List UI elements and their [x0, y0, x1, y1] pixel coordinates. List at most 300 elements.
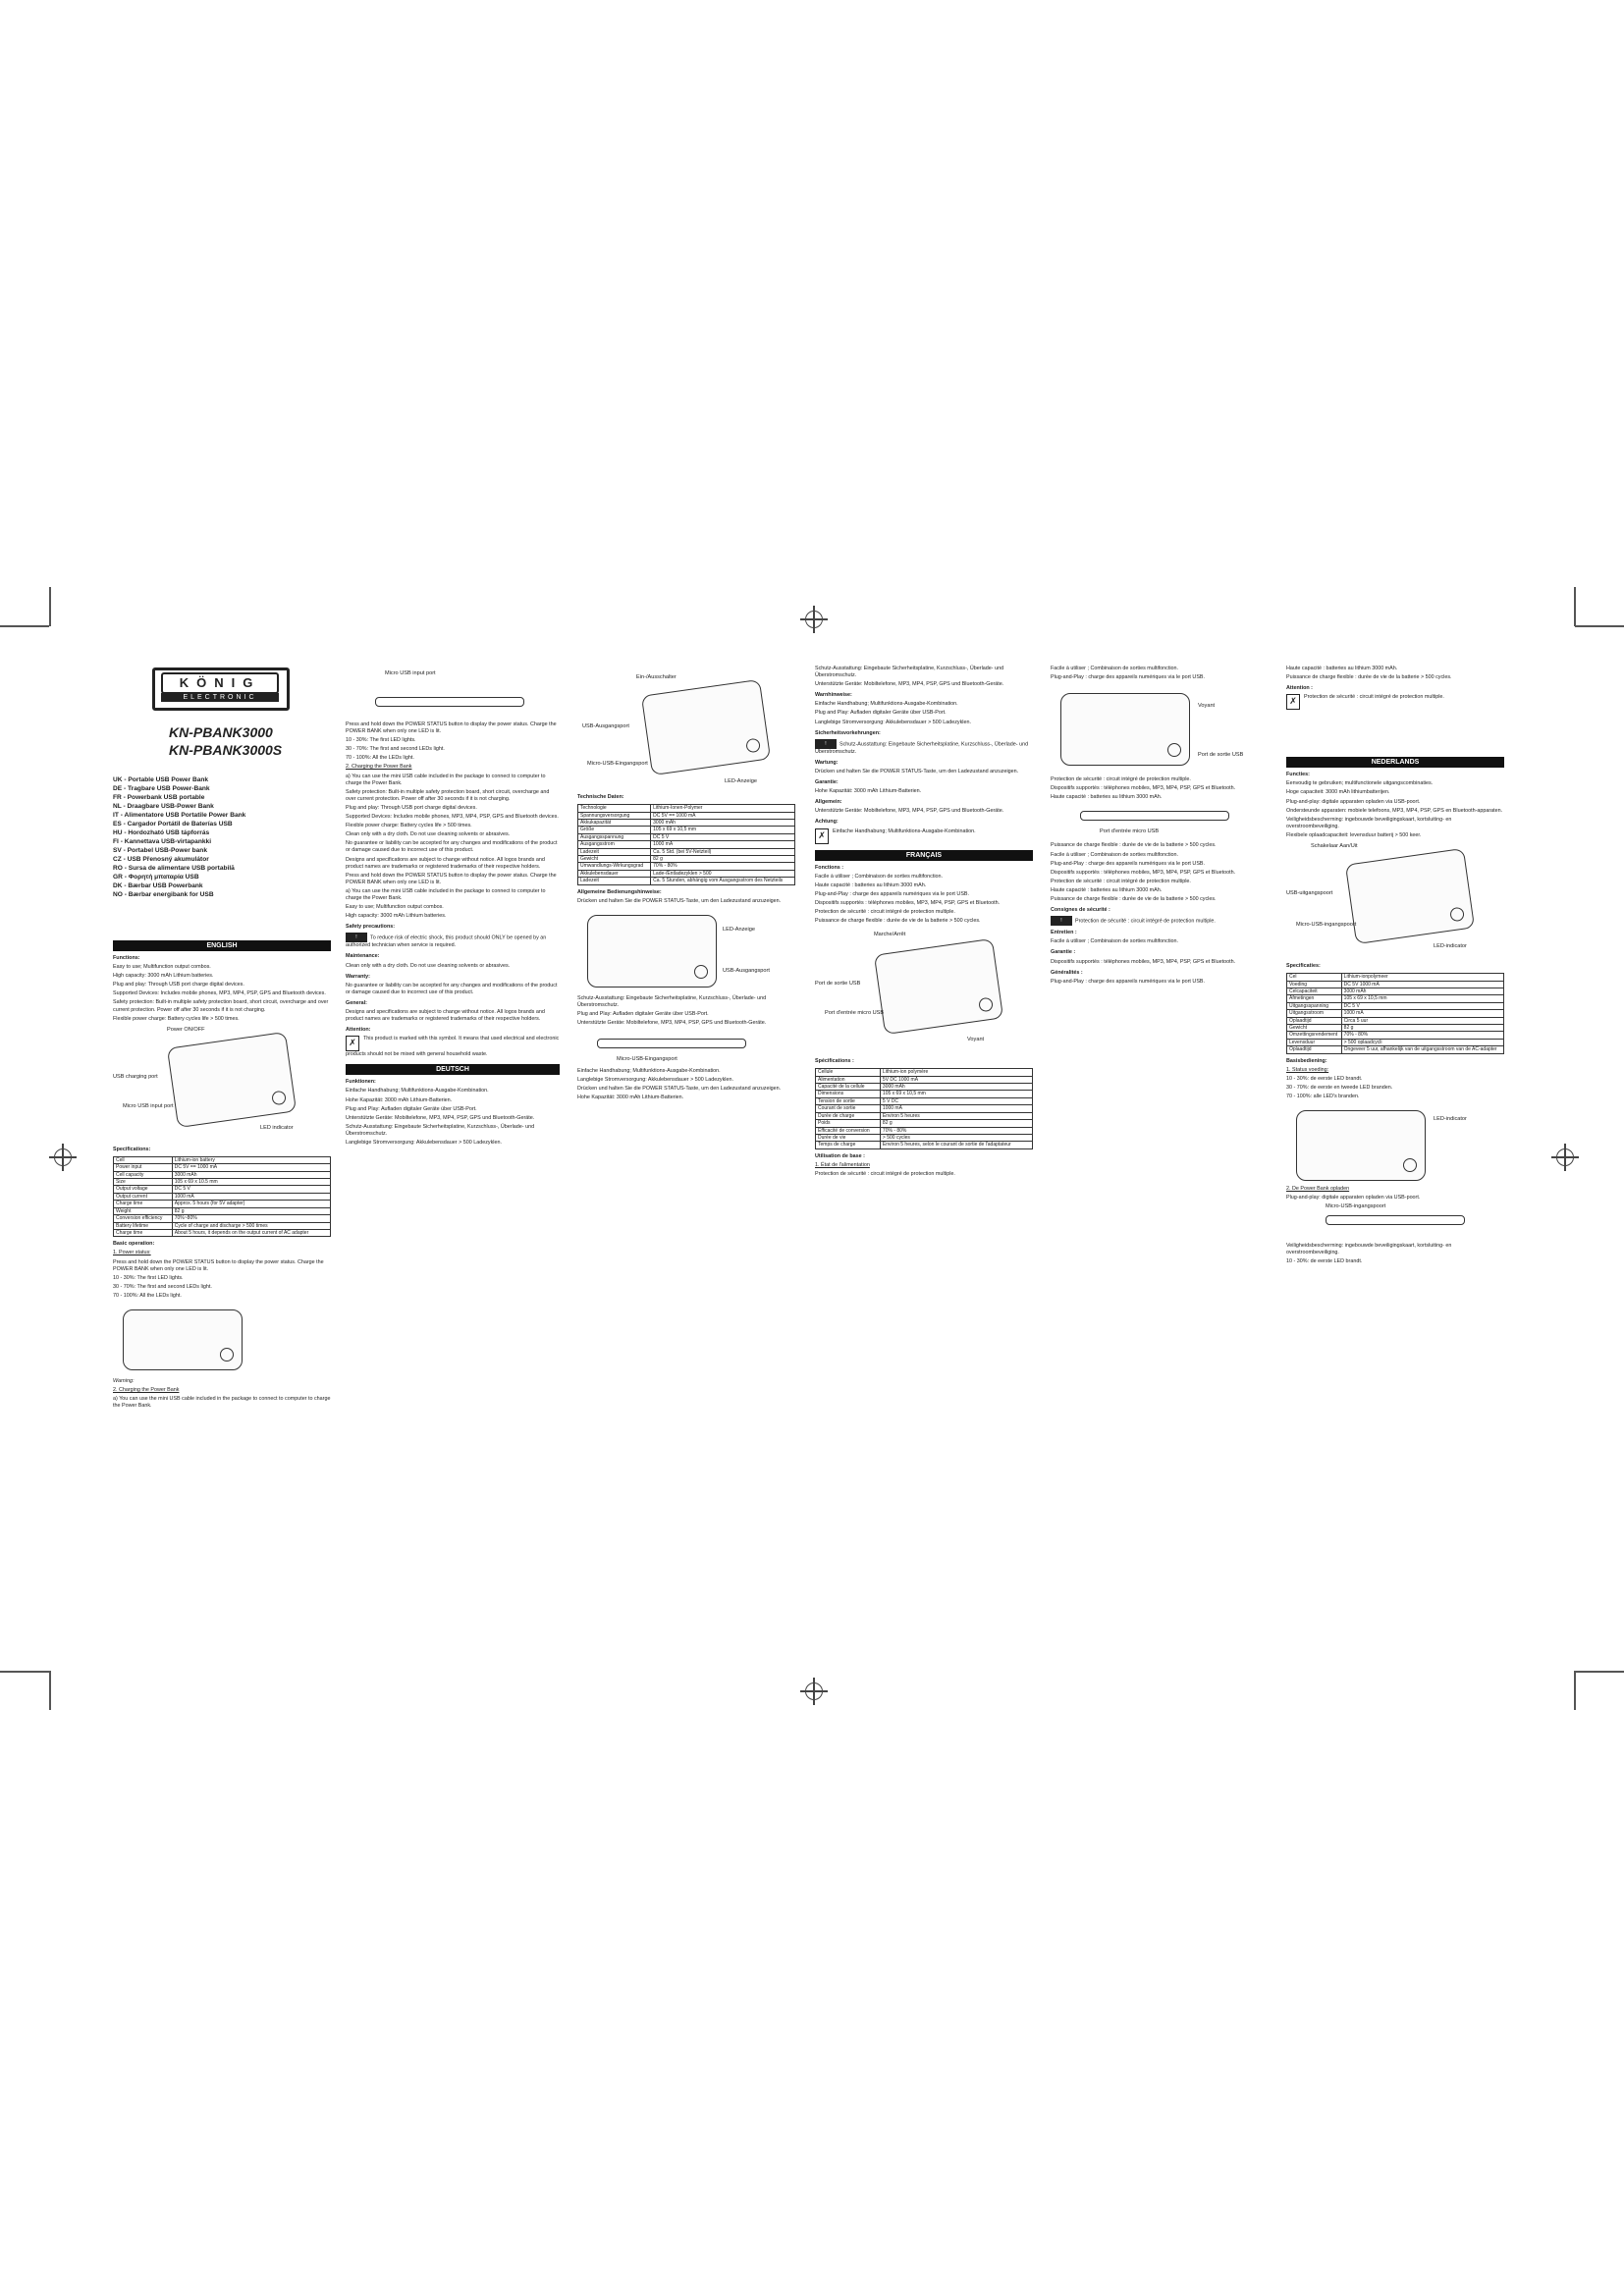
usb-cable-icon [597, 1039, 746, 1048]
body-text: Facile à utiliser ; Combinaison de sorties multifonction. [1051, 851, 1179, 858]
language-item: SV - Portabel USB-Power bank [113, 847, 207, 854]
level-item: 10 - 30%: The first LED lights. [113, 1274, 184, 1281]
diagram-label: Micro-USB-ingangspoort [1296, 922, 1357, 929]
crop-mark [1575, 625, 1624, 627]
function-item: Hoge capaciteit: 3000 mAh lithiumbatterijen. [1286, 789, 1390, 796]
english-column-2 [346, 663, 560, 1148]
spec-key: Battery lifetime [114, 1222, 173, 1229]
body-text: Einfache Handhabung; Multifunktions-Ausgabe-Kombination. [577, 1068, 721, 1075]
spec-value: Lade-/Entladezyklen > 500 [651, 870, 795, 877]
body-text: Puissance de charge flexible : durée de vie de la batterie > 500 cycles. [1051, 842, 1217, 849]
spec-value: 5V DC 1000 mA [880, 1076, 1032, 1083]
spec-key: Spannungsversorgung [578, 812, 651, 819]
diagram-label: USB-Ausgangsport [723, 967, 770, 974]
spec-table [1286, 973, 1504, 1053]
spec-key: Size [114, 1179, 173, 1186]
spec-value: DC 5 V [651, 833, 795, 840]
spec-key: Oplaadtijd [1287, 1017, 1342, 1024]
spec-table [577, 804, 795, 884]
spec-value: Lithium-ion polymère [880, 1069, 1032, 1076]
charging-text: a) You can use the mini USB cable included in the package to connect to computer to charge the Power Bank. [346, 887, 546, 901]
specs-title: Spécifications : [815, 1058, 854, 1065]
level-item: 10 - 30%: The first LED lights. [346, 737, 416, 744]
spec-key: Poids [816, 1120, 881, 1127]
recycle-bin-icon: ✗ [346, 1036, 359, 1051]
function-item: Safety protection: Built-in multiple safety protection board, short circuit, overcharge and over current protection. Power off after 30 seconds if it is not charging. [113, 999, 329, 1013]
crop-mark [49, 587, 51, 626]
cable-diagram [1051, 803, 1269, 842]
function-item: Langlebige Stromversorgung: Akkulebensdauer > 500 Ladezyklen. [346, 1140, 502, 1147]
spec-key: Ausgangsspannung [578, 833, 651, 840]
table-row [578, 863, 795, 870]
level-item: 30 - 70%: The first and second LEDs light. [346, 746, 445, 753]
language-item: HU - Hordozható USB tápforrás [113, 829, 210, 836]
table-row [1287, 1024, 1504, 1031]
general-text: Designs and specifications are subject to change without notice. All logos brands and product names are trademarks or registered trademarks of their respective holders. [346, 1009, 545, 1023]
spec-value: 1000 mA [651, 841, 795, 848]
precautions-title: Sicherheitsvorkehrungen: [815, 729, 881, 736]
language-item: NL - Draagbare USB-Power Bank [113, 803, 214, 810]
general-title: General: [346, 999, 367, 1006]
spec-key: Output current [114, 1193, 173, 1200]
power-bank-illustration [641, 679, 771, 775]
led-diagram [1286, 1102, 1504, 1186]
attention-body: This product is marked with this symbol. It means that used electrical and electronic products should not be mixed with general household waste. [346, 1036, 560, 1058]
body-text: Einfache Handhabung; Multifunktions-Ausgabe-Kombination. [815, 701, 958, 708]
table-row [578, 848, 795, 855]
body-text: 10 - 30%: de eerste LED brandt. [1286, 1258, 1363, 1265]
diagram-label: Port d'entrée micro USB [825, 1010, 885, 1017]
spec-key: Technologie [578, 805, 651, 812]
crop-mark [1575, 1671, 1624, 1673]
table-row [816, 1127, 1033, 1134]
body-text: Unterstützte Geräte: Mobiltelefone, MP3, MP4, PSP, GPS und Bluetooth-Geräte. [815, 681, 1004, 688]
function-item: Supported Devices: Includes mobile phones, MP3, MP4, PSP, GPS and Bluetooth devices. [113, 990, 326, 997]
function-item: Flexible power charge: Battery cycles life > 500 times. [346, 823, 472, 829]
function-item: High capacity: 3000 mAh Lithium batteries. [113, 973, 214, 980]
spec-value: 70% - 80% [880, 1127, 1032, 1134]
registration-mark [805, 611, 823, 628]
usage-text: 1. État de l'alimentation [815, 1161, 870, 1168]
diagram-label: Port de sortie USB [1198, 752, 1244, 759]
spec-key: Uitgangsstroom [1287, 1010, 1342, 1017]
language-item: NO - Bærbar energibank for USB [113, 891, 214, 898]
device-diagram [577, 672, 795, 790]
body-text: Haute capacité : batteries au lithium 3000 mAh. [1051, 794, 1163, 801]
crop-mark [49, 1671, 51, 1710]
precautions-text [346, 933, 560, 949]
general-title: Allgemein: [815, 799, 842, 806]
diagram-label: LED indicator [260, 1124, 294, 1131]
spec-value: 3000 mAh [1341, 988, 1503, 994]
language-item: RO - Sursa de alimentare USB portabilă [113, 865, 235, 872]
spec-key: Cell [114, 1156, 173, 1163]
body-text: Facile à utiliser ; Combinaison de sorties multifonction. [1051, 666, 1179, 671]
recycle-bin-icon: ✗ [1286, 694, 1300, 710]
charging-title: 2. Charging the Power Bank [113, 1387, 180, 1394]
diagram-label: Ein-/Ausschalter [636, 674, 677, 680]
table-row [114, 1215, 331, 1222]
spec-value: 82 g [651, 855, 795, 862]
spec-value: 3000 mAh [880, 1084, 1032, 1091]
function-item: Plug and play: Through USB port charge digital devices. [113, 982, 244, 988]
registration-mark [805, 1682, 823, 1700]
table-row [578, 827, 795, 833]
function-item: Plug-and-Play : charge des appareils numériques via le port USB. [815, 890, 970, 897]
led-icon [745, 738, 761, 754]
warranty-title: Warranty: [346, 973, 370, 980]
led-diagram [1051, 683, 1269, 776]
spec-value: DC 5V == 1000 mA [651, 812, 795, 819]
spec-key: Cel [1287, 974, 1342, 981]
spec-key: Durée de vie [816, 1134, 881, 1141]
table-row [1287, 1039, 1504, 1045]
spec-value: 1000 mA [172, 1193, 330, 1200]
body-text: Haute capacité : batteries au lithium 3000 mAh. [1051, 886, 1163, 893]
body-text: Schutz-Ausstattung: Eingebaute Sicherheitsplatine, Kurzschluss-, Überlade- und Überstromschutz. [815, 666, 1004, 679]
diagram-label: Marche/Arrêt [874, 932, 906, 938]
spec-key: Durée de charge [816, 1112, 881, 1119]
spec-value: DC 5 V [172, 1186, 330, 1193]
spec-value: 82 g [1341, 1024, 1503, 1031]
body-text: Unterstützte Geräte: Mobiltelefone, MP3, MP4, PSP, GPS und Bluetooth-Geräte. [577, 1020, 767, 1027]
body-text: Press and hold down the POWER STATUS button to display the power status. Charge the POWER BANK when only one LED is lit. [346, 721, 557, 735]
spec-key: Power input [114, 1164, 173, 1171]
specs-title: Specifications: [113, 1146, 151, 1152]
spec-value: Cycle of charge and discharge > 500 times [172, 1222, 330, 1229]
function-item: Hohe Kapazität: 3000 mAh Lithium-Batterien. [346, 1096, 453, 1103]
recycle-bin-icon: ✗ [815, 828, 829, 844]
function-item: Plug and Play: Aufladen digitaler Geräte über USB-Port. [346, 1105, 477, 1112]
spec-table [815, 1068, 1033, 1148]
spec-value: 82 g [172, 1207, 330, 1214]
table-row [114, 1222, 331, 1229]
table-row [1287, 988, 1504, 994]
usb-cable-icon [375, 697, 524, 707]
spec-value: Circa 5 uur [1341, 1017, 1503, 1024]
nederlands-column [1286, 666, 1504, 1268]
spec-key: Efficacité de conversion [816, 1127, 881, 1134]
deutsch-column-2 [815, 666, 1033, 1180]
function-item: Easy to use; Multifunction output combos. [346, 904, 444, 911]
function-item: Flexible power charge: Battery cycles life > 500 times. [113, 1015, 240, 1022]
led-icon [1403, 1158, 1417, 1172]
body-text: Puissance de charge flexible : durée de vie de la batterie > 500 cycles. [1051, 896, 1217, 903]
function-item: Supported Devices: Includes mobile phones, MP3, MP4, PSP, GPS and Bluetooth devices. [346, 814, 559, 821]
body-text: Drücken und halten Sie die POWER STATUS-Taste, um den Ladezustand anzuzeigen. [815, 768, 1019, 774]
body-text: Plug-and-play: digitale apparaten opladen via USB-poort. [1286, 1195, 1421, 1201]
function-item: Einfache Handhabung; Multifunktions-Ausgabe-Kombination. [346, 1088, 489, 1095]
table-row [816, 1076, 1033, 1083]
english-column-1 [113, 934, 331, 1412]
attention-title: Attention : [1286, 685, 1313, 692]
table-row [578, 878, 795, 884]
precautions-body: To reduce risk of electric shock, this product should ONLY be opened by an authorized technician when service is required. [346, 934, 547, 949]
body-text: Protection de sécurité : circuit intégré de protection multiple. [1051, 878, 1191, 884]
table-row [1287, 1046, 1504, 1053]
charging-text: a) You can use the mini USB cable included in the package to connect to computer to charge the Power Bank. [113, 1396, 331, 1410]
functions-title: Functies: [1286, 772, 1310, 778]
language-item: UK - Portable USB Power Bank [113, 776, 209, 783]
body-text: Dispositifs supportés : téléphones mobiles, MP3, MP4, PSP, GPS et Bluetooth. [1051, 869, 1236, 876]
diagram-label: Power ON/OFF [167, 1026, 205, 1033]
function-item: Puissance de charge flexible : durée de vie de la batterie > 500 cycles. [815, 918, 981, 925]
warranty-text: No guarantee or liability can be accepted for any changes and modifications of the product or damage caused due to incorrect use of this product. [346, 982, 558, 995]
basic-text: Press and hold down the POWER STATUS button to display the power status. Charge the POWER BANK when only one LED is lit. [113, 1258, 324, 1272]
power-bank-illustration [123, 1309, 243, 1370]
spec-value: 82 g [880, 1120, 1032, 1127]
crop-mark [1574, 587, 1576, 626]
charging-title: 2. Charging the Power Bank [346, 764, 412, 771]
functions-title: Functions: [113, 955, 140, 961]
charging-text: a) You can use the mini USB cable included in the package to connect to computer to charge the Power Bank. [346, 773, 546, 786]
spec-value: DC 5 V [1341, 1002, 1503, 1009]
function-item: Facile à utiliser ; Combinaison de sorties multifonction. [815, 873, 944, 880]
spec-key: Ausgangsstrom [578, 841, 651, 848]
diagram-label: Port de sortie USB [815, 981, 861, 988]
spec-key: Conversion efficiency [114, 1215, 173, 1222]
spec-key: Oplaadtijd [1287, 1046, 1342, 1053]
maintenance-title: Maintenance: [346, 953, 380, 960]
table-row [114, 1156, 331, 1163]
table-row [1287, 1017, 1504, 1024]
spec-value: > 500 cycles [880, 1134, 1032, 1141]
spec-key: Ladezeit [578, 848, 651, 855]
diagram-label: LED-Anzeige [723, 926, 755, 933]
precautions-body: Protection de sécurité : circuit intégré de protection multiple. [1075, 918, 1216, 925]
functions-title: Funktionen: [346, 1079, 376, 1086]
function-item: Haute capacité : batteries au lithium 3000 mAh. [815, 881, 927, 888]
device-diagram [1286, 841, 1504, 959]
spec-value: 1000 mA [1341, 1010, 1503, 1017]
deutsch-column-1 [577, 672, 795, 1104]
body-text: Puissance de charge flexible : durée de vie de la batterie > 500 cycles. [1286, 674, 1452, 681]
table-row [114, 1229, 331, 1236]
charging-title: 2. De Power Bank opladen [1286, 1186, 1350, 1193]
precautions-title: Safety precautions: [346, 924, 396, 931]
spec-value: Ca. 5 Stunden, abhängig vom Ausgangsstrom des Netzteils [651, 878, 795, 884]
language-item: DK - Bærbar USB Powerbank [113, 882, 203, 889]
power-bank-illustration [1345, 848, 1475, 944]
spec-value: DC 5V == 1000 mA [172, 1164, 330, 1171]
precautions-title: Consignes de sécurité : [1051, 907, 1110, 914]
table-row [816, 1142, 1033, 1148]
attention-body: Protection de sécurité : circuit intégré de protection multiple. [1304, 694, 1444, 701]
basic-text: Drücken und halten Sie die POWER STATUS-Taste, um den Ladezustand anzuzeigen. [577, 897, 782, 904]
function-item: Safety protection: Built-in multiple safety protection board, short circuit, overcharge and over current protection. Power off after 30 seconds if it is not charging. [346, 788, 550, 802]
table-row [1287, 995, 1504, 1002]
body-text: Dispositifs supportés : téléphones mobiles, MP3, MP4, PSP, GPS et Bluetooth. [1051, 785, 1236, 792]
spec-value: Environ 5 heures, selon le courant de sortie de l'adaptateur [880, 1142, 1032, 1148]
precautions-body: Schutz-Ausstattung: Eingebaute Sicherheitsplatine, Kurzschluss-, Überlade- und Überstromschutz. [815, 741, 1029, 755]
led-icon [220, 1348, 234, 1362]
spec-key: Gewicht [578, 855, 651, 862]
nederlands-heading: NEDERLANDS [1286, 757, 1504, 768]
table-row [816, 1091, 1033, 1097]
spec-value: 105 x 69 x 10,5 mm [880, 1091, 1032, 1097]
table-row [578, 819, 795, 826]
table-row [578, 870, 795, 877]
specs-title: Technische Daten: [577, 794, 624, 800]
cable-diagram [577, 1029, 795, 1068]
led-icon [1167, 743, 1181, 757]
language-item: FI - Kannettava USB-virtapankki [113, 838, 212, 845]
diagram-label: USB-uitgangspoort [1286, 890, 1333, 897]
spec-value: 70%~80% [172, 1215, 330, 1222]
language-item: GR - Φορητή μπαταρία USB [113, 874, 199, 881]
spec-key: Charge time [114, 1229, 173, 1236]
warning-label: Warning: [113, 1377, 135, 1384]
diagram-label: Micro USB input port [385, 670, 436, 676]
body-text: Unterstützte Geräte: Mobiltelefone, MP3, MP4, PSP, GPS und Bluetooth-Geräte. [815, 808, 1004, 815]
general-title: Généralités : [1051, 969, 1083, 976]
level-item: 30 - 70%: The first and second LEDs light. [113, 1283, 212, 1290]
table-row [578, 812, 795, 819]
led-icon [694, 965, 708, 979]
power-bank-illustration [1060, 693, 1190, 766]
spec-value: 105 x 69 x 10,5 mm [1341, 995, 1503, 1002]
table-row [114, 1201, 331, 1207]
body-text: Protection de sécurité : circuit intégré de protection multiple. [815, 1170, 955, 1177]
crop-mark [0, 1671, 49, 1673]
spec-key: Courant de sortie [816, 1105, 881, 1112]
attention-text [1286, 694, 1504, 710]
spec-key: Dimensions [816, 1091, 881, 1097]
function-item: Plug and play: Through USB port charge digital devices. [346, 804, 477, 811]
spec-key: Temps de charge [816, 1142, 881, 1148]
body-text: Hohe Kapazität: 3000 mAh Lithium-Batterien. [577, 1095, 684, 1101]
led-diagram [577, 907, 795, 995]
diagram-label: Port d'entrée micro USB [1100, 828, 1160, 835]
led-icon [271, 1090, 287, 1105]
functions-title: Fonctions : [815, 864, 844, 871]
body-text: Drücken und halten Sie die POWER STATUS-Taste, um den Ladezustand anzuzeigen. [577, 1086, 782, 1093]
warranty-title: Garantie: [815, 779, 839, 786]
level-item: 10 - 30%: de eerste LED brandt. [1286, 1075, 1363, 1082]
konig-logo [152, 667, 290, 711]
basic-title: Allgemeine Bedienungshinweise: [577, 888, 662, 895]
registration-mark [54, 1148, 72, 1166]
maintenance-title: Entretien : [1051, 930, 1077, 936]
spec-value: > 500 oplaadcycli [1341, 1039, 1503, 1045]
spec-key: Uitgangsspanning [1287, 1002, 1342, 1009]
function-item: Dispositifs supportés : téléphones mobiles, MP3, MP4, PSP, GPS et Bluetooth. [815, 899, 1001, 906]
body-text: Protection de sécurité : circuit intégré de protection multiple. [1051, 776, 1191, 783]
diagram-label: Schakelaar Aan/Uit [1311, 843, 1358, 850]
table-row [816, 1134, 1033, 1141]
diagram-label: Micro-USB-Eingangsport [617, 1056, 677, 1063]
level-item: 70 - 100%: All the LEDs light. [113, 1292, 182, 1299]
warning-icon: ! [815, 739, 837, 749]
warranty-title: Garantie : [1051, 949, 1076, 956]
table-row [1287, 981, 1504, 988]
spec-value: 105 x 69 x 10,5 mm [651, 827, 795, 833]
body-text: Veiligheidsbescherming: ingebouwde beveiligingskaart, kortsluiting- en overstroombeveiliging. [1286, 1243, 1452, 1256]
language-item: DE - Tragbare USB Power-Bank [113, 785, 210, 792]
table-row [816, 1105, 1033, 1112]
diagram-label: Micro-USB-ingangspoort [1326, 1203, 1386, 1210]
table-row [578, 841, 795, 848]
body-text: Hohe Kapazität: 3000 mAh Lithium-Batterien. [815, 788, 922, 795]
cable-diagram [346, 663, 560, 721]
spec-key: Afmetingen [1287, 995, 1342, 1002]
attention-text [815, 828, 1033, 844]
crop-mark [1574, 1671, 1576, 1710]
diagram-label: LED-indicator [1434, 1116, 1467, 1123]
spec-value: Ca. 5 Std. (bei 5V-Netzteil) [651, 848, 795, 855]
warning-icon: ! [346, 933, 367, 942]
spec-key: Umwandlungs-Wirkungsgrad [578, 863, 651, 870]
spec-key: Ladezeit [578, 878, 651, 884]
maintenance-text: Clean only with a dry cloth. Do not use cleaning solvents or abrasives. [346, 962, 511, 969]
precautions-text [1051, 916, 1269, 926]
table-row [114, 1193, 331, 1200]
table-row [1287, 1010, 1504, 1017]
spec-value: 5 V DC [880, 1097, 1032, 1104]
function-item: Protection de sécurité : circuit intégré de protection multiple. [815, 908, 955, 915]
spec-key: Weight [114, 1207, 173, 1214]
basic-text: Press and hold down the POWER STATUS button to display the power status. Charge the POWER BANK when only one LED is lit. [346, 872, 557, 885]
crop-mark [0, 625, 49, 627]
function-item: Flexibele oplaadcapaciteit: levensduur batterij > 500 keer. [1286, 831, 1422, 838]
power-bank-illustration [874, 938, 1003, 1035]
language-item: FR - Powerbank USB portable [113, 794, 205, 801]
body-text: Plug and Play: Aufladen digitaler Geräte über USB-Port. [577, 1010, 709, 1017]
spec-key: Cellule [816, 1069, 881, 1076]
logo-subtext: ELECTRONIC [161, 693, 279, 702]
table-row [114, 1186, 331, 1193]
english-heading: ENGLISH [113, 940, 331, 951]
spec-key: Gewicht [1287, 1024, 1342, 1031]
attention-text [346, 1036, 560, 1058]
cable-diagram [1286, 1203, 1504, 1243]
spec-value: 3000 mAh [172, 1171, 330, 1178]
spec-key: Voeding [1287, 981, 1342, 988]
specs-title: Specificaties: [1286, 963, 1321, 970]
power-bank-illustration [167, 1032, 297, 1128]
spec-value: 70% - 80% [651, 863, 795, 870]
francais-column-2 [1051, 666, 1269, 988]
language-list [113, 775, 334, 899]
spec-value: 105 x 69 x 10.5 mm [172, 1179, 330, 1186]
spec-key: Akkulebensdauer [578, 870, 651, 877]
body-text: Plug-and-Play : charge des appareils numériques via le port USB. [1051, 674, 1206, 681]
diagram-label: LED-indicator [1434, 943, 1467, 950]
table-row [578, 805, 795, 812]
language-item: CZ - USB Přenosný akumulátor [113, 856, 209, 863]
table-row [578, 855, 795, 862]
body-text: Langlebige Stromversorgung: Akkulebensdauer > 500 Ladezyklen. [577, 1077, 733, 1084]
spec-value: Lithium-Ionen-Polymer [651, 805, 795, 812]
language-item: ES - Cargador Portátil de Baterías USB [113, 821, 233, 828]
spec-value: Ongeveer 5 uur, afhankelijk van de uitgangsstroom van de AC-adapter [1341, 1046, 1503, 1053]
body-text: Plug-and-Play : charge des appareils numériques via le port USB. [1051, 978, 1206, 985]
basic-subtitle: 1. Status voeding: [1286, 1066, 1329, 1073]
spec-value: About 5 hours, it depends on the output current of AC adapter [172, 1229, 330, 1236]
body-text: Schutz-Ausstattung: Eingebaute Sicherheitsplatine, Kurzschluss-, Überlade- und Überstromschutz. [577, 994, 767, 1008]
basic-title: Basisbediening: [1286, 1057, 1327, 1064]
diagram-label: Voyant [967, 1037, 985, 1043]
warranty-text: No guarantee or liability can be accepted for any changes and modifications of the product or damage caused due to incorrect use of this product. [346, 840, 558, 854]
table-row [1287, 1032, 1504, 1039]
attention-title: Attention: [346, 1027, 371, 1034]
body-text: Dispositifs supportés : téléphones mobiles, MP3, MP4, PSP, GPS et Bluetooth. [1051, 958, 1236, 965]
body-text: Plug and Play: Aufladen digitaler Geräte über USB-Port. [815, 710, 947, 717]
table-row [114, 1164, 331, 1171]
device-diagram [815, 927, 1033, 1054]
spec-value: Environ 5 heures [880, 1112, 1032, 1119]
device-diagram [113, 1025, 331, 1143]
